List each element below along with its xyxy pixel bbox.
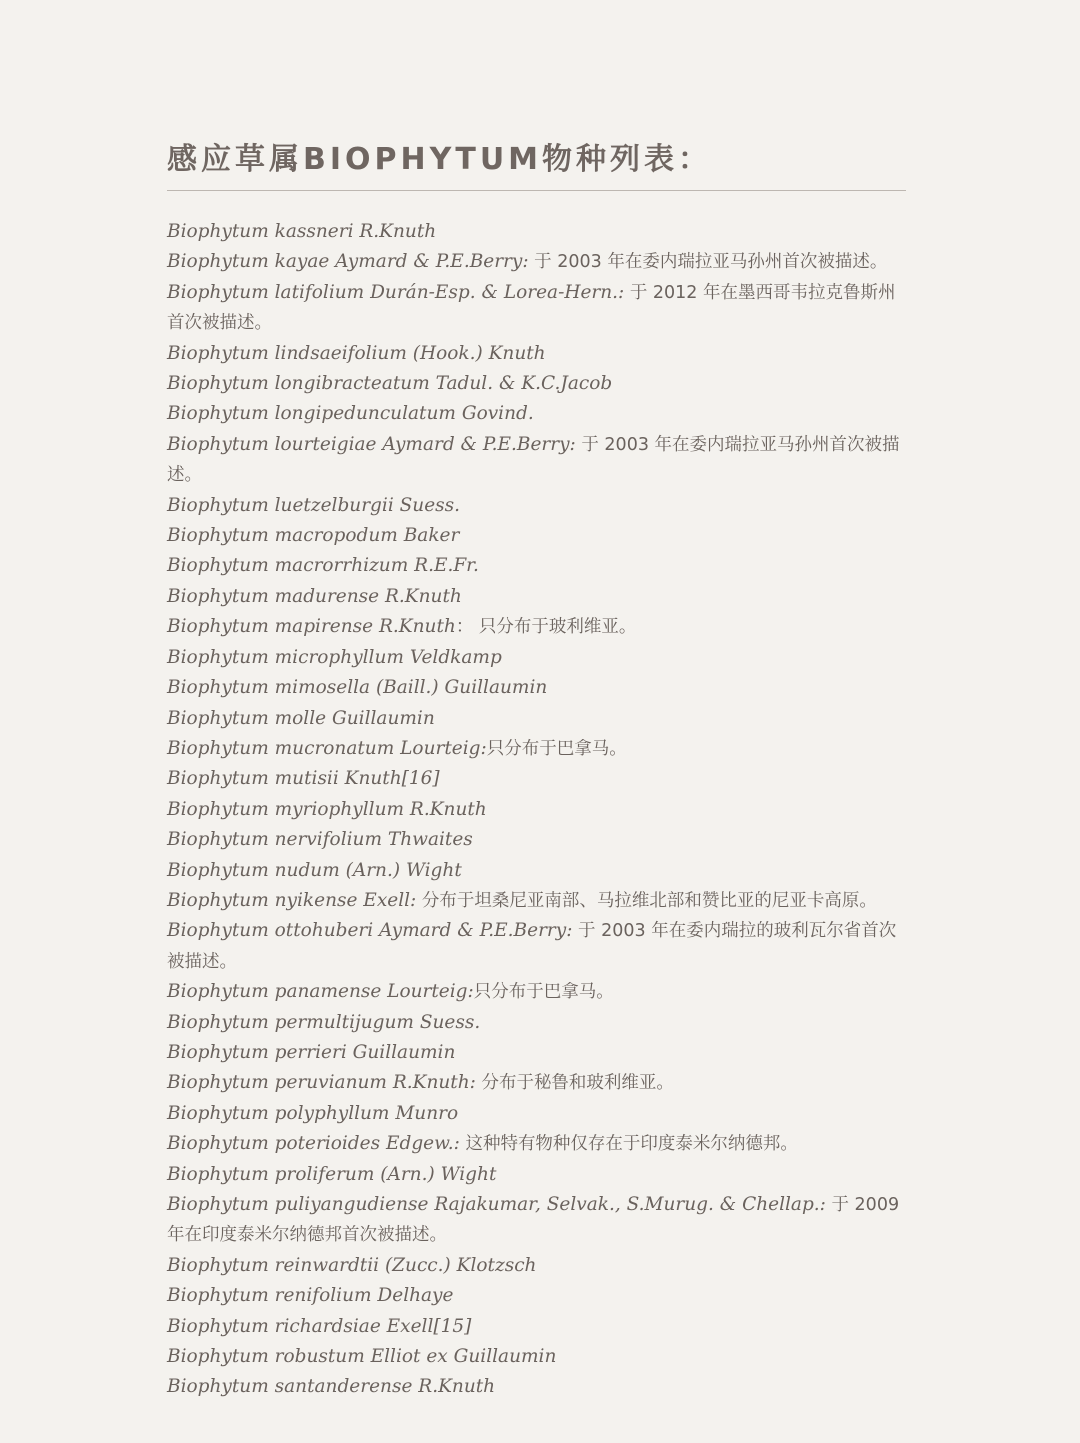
species-entry bbox=[167, 217, 906, 247]
species-entry bbox=[167, 582, 906, 612]
species-name: Biophytum renifolium Delhaye bbox=[167, 1285, 454, 1307]
species-name: Biophytum mutisii Knuth[16] bbox=[167, 768, 440, 790]
species-entry bbox=[167, 704, 906, 734]
species-entry bbox=[167, 612, 906, 642]
species-entry bbox=[167, 399, 906, 429]
species-entry bbox=[167, 521, 906, 551]
species-name: Biophytum microphyllum Veldkamp bbox=[167, 646, 502, 668]
page-title: 感应草属BIOPHYTUM物种列表： bbox=[167, 142, 713, 177]
species-name: Biophytum nyikense Exell: bbox=[167, 889, 417, 911]
species-entry bbox=[167, 764, 906, 794]
species-name: Biophytum luetzelburgii Suess. bbox=[167, 494, 461, 516]
species-entry bbox=[167, 977, 906, 1007]
species-entry bbox=[167, 1068, 906, 1098]
species-name: Biophytum myriophyllum R.Knuth bbox=[167, 798, 487, 820]
species-entry bbox=[167, 886, 906, 916]
species-entry bbox=[167, 643, 906, 673]
species-entry bbox=[167, 247, 906, 277]
species-entry bbox=[167, 1372, 906, 1402]
species-name: Biophytum macropodum Baker bbox=[167, 525, 460, 547]
document-page bbox=[167, 138, 906, 1403]
species-note: 这种特有物种仅存在于印度泰米尔纳德邦。 bbox=[459, 1134, 798, 1155]
species-name: Biophytum longibracteatum Tadul. & K.C.Jacob bbox=[167, 373, 613, 395]
species-entry bbox=[167, 1038, 906, 1068]
species-note: 只分布于巴拿马。 bbox=[486, 738, 627, 759]
species-name: Biophytum puliyangudiense Rajakumar, Selvak., S.Murug. & Chellap.: bbox=[167, 1194, 826, 1215]
species-note: 于 2003 年在委内瑞拉的玻利瓦尔省首次被描述。 bbox=[167, 921, 897, 972]
species-name: Biophytum mapirense R.Knuth bbox=[167, 616, 456, 638]
species-entry bbox=[167, 916, 906, 977]
species-name: Biophytum reinwardtii (Zucc.) Klotzsch bbox=[167, 1254, 537, 1276]
species-entry bbox=[167, 1342, 906, 1372]
species-name: Biophytum mimosella (Baill.) Guillaumin bbox=[167, 677, 548, 699]
species-entry bbox=[167, 278, 906, 339]
species-note: 于 2009 年在印度泰米尔纳德邦首次被描述。 bbox=[167, 1195, 900, 1246]
title-divider bbox=[167, 190, 906, 191]
species-entry bbox=[167, 795, 906, 825]
species-note: ： 只分布于玻利维亚。 bbox=[455, 617, 637, 638]
species-name: Biophytum ottohuberi Aymard & P.E.Berry: bbox=[167, 920, 573, 942]
species-name: Biophytum polyphyllum Munro bbox=[167, 1102, 459, 1124]
species-name: Biophytum kayae Aymard & P.E.Berry: bbox=[167, 251, 529, 273]
species-entry bbox=[167, 1281, 906, 1311]
species-note: 分布于坦桑尼亚南部、马拉维北部和赞比亚的尼亚卡高原。 bbox=[416, 890, 877, 911]
species-entry bbox=[167, 430, 906, 491]
species-name: Biophytum lourteigiae Aymard & P.E.Berry: bbox=[167, 433, 576, 455]
species-note: 只分布于巴拿马。 bbox=[473, 982, 614, 1003]
species-entry bbox=[167, 1312, 906, 1342]
species-entry bbox=[167, 1129, 906, 1159]
species-entry bbox=[167, 825, 906, 855]
species-name: Biophytum perrieri Guillaumin bbox=[167, 1041, 456, 1063]
species-entry bbox=[167, 369, 906, 399]
species-name: Biophytum longipedunculatum Govind. bbox=[167, 403, 534, 425]
species-entry bbox=[167, 339, 906, 369]
species-name: Biophytum richardsiae Exell[15] bbox=[167, 1315, 472, 1337]
species-entry bbox=[167, 734, 906, 764]
species-entry bbox=[167, 1099, 906, 1129]
species-note: 分布于秘鲁和玻利维亚。 bbox=[475, 1073, 674, 1094]
species-name: Biophytum kassneri R.Knuth bbox=[167, 221, 437, 242]
species-name: Biophytum panamense Lourteig: bbox=[167, 981, 474, 1003]
species-name: Biophytum mucronatum Lourteig: bbox=[167, 737, 487, 759]
species-entry bbox=[167, 1190, 906, 1251]
species-name: Biophytum santanderense R.Knuth bbox=[167, 1376, 496, 1398]
species-name: Biophytum proliferum (Arn.) Wight bbox=[167, 1163, 497, 1185]
species-entry bbox=[167, 1008, 906, 1038]
species-name: Biophytum molle Guillaumin bbox=[167, 707, 435, 729]
species-name: Biophytum poterioides Edgew.: bbox=[167, 1133, 460, 1155]
species-name: Biophytum peruvianum R.Knuth: bbox=[167, 1072, 476, 1094]
species-name: Biophytum macrorrhizum R.E.Fr. bbox=[167, 555, 479, 577]
species-name: Biophytum permultijugum Suess. bbox=[167, 1011, 481, 1033]
species-entry bbox=[167, 551, 906, 581]
species-note: 于 2003 年在委内瑞拉亚马孙州首次被描述。 bbox=[528, 252, 888, 273]
species-name: Biophytum latifolium Durán-Esp. & Lorea-Hern.: bbox=[167, 281, 625, 303]
species-entry bbox=[167, 491, 906, 521]
species-list bbox=[167, 217, 906, 1403]
species-entry bbox=[167, 1160, 906, 1190]
species-name: Biophytum nervifolium Thwaites bbox=[167, 829, 473, 851]
species-entry bbox=[167, 856, 906, 886]
species-name: Biophytum madurense R.Knuth bbox=[167, 585, 462, 607]
species-note: 于 2003 年在委内瑞拉亚马孙州首次被描述。 bbox=[167, 434, 900, 486]
species-name: Biophytum lindsaeifolium (Hook.) Knuth bbox=[167, 342, 546, 364]
species-note: 于 2012 年在墨西哥韦拉克鲁斯州首次被描述。 bbox=[167, 282, 896, 334]
species-entry bbox=[167, 1251, 906, 1281]
species-entry bbox=[167, 673, 906, 703]
species-name: Biophytum robustum Elliot ex Guillaumin bbox=[167, 1346, 557, 1368]
species-name: Biophytum nudum (Arn.) Wight bbox=[167, 859, 462, 881]
